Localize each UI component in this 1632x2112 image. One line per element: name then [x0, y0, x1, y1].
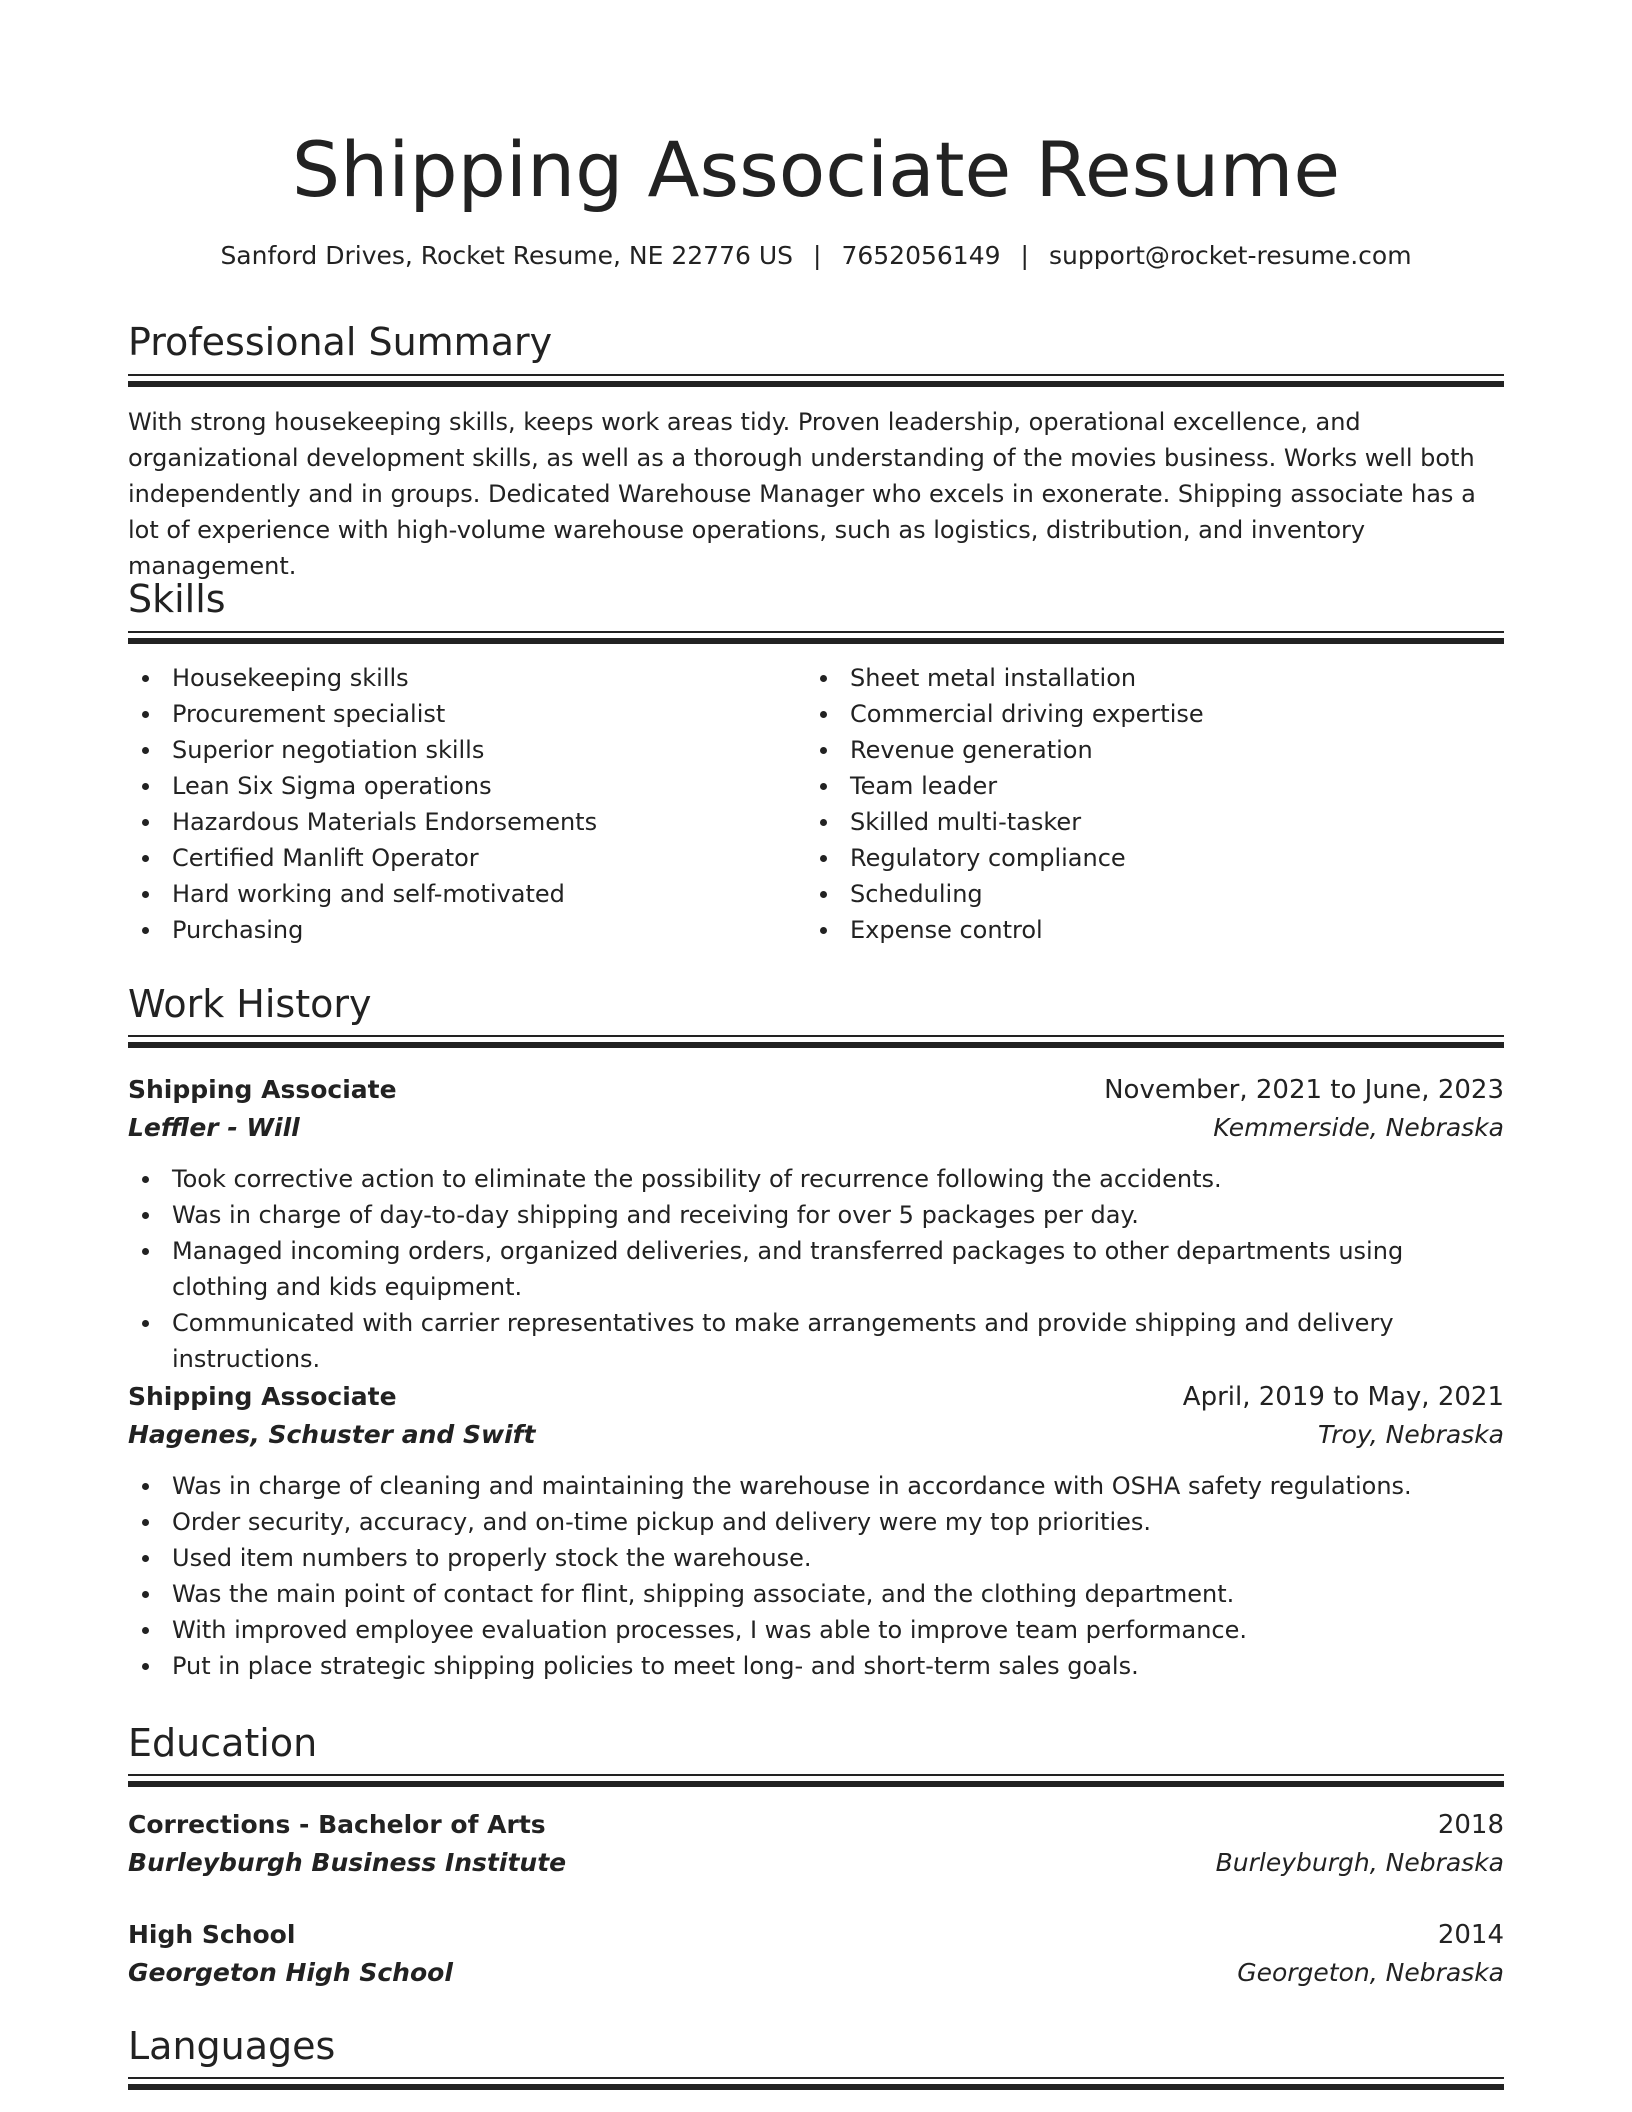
- languages-section-header: [128, 2021, 1504, 2071]
- skill-item: Regulatory compliance: [806, 840, 1466, 876]
- resume-title: Shipping Associate Resume: [291, 125, 1341, 214]
- job-bullet: Managed incoming orders, organized deliveries, and transferred packages to other departments using clothing and kids equipment.: [128, 1233, 1504, 1305]
- job-dates: November, 2021 to June, 2023: [1104, 1075, 1504, 1105]
- contact-phone: 7652056149: [841, 241, 1001, 270]
- summary-text: With strong housekeeping skills, keeps work areas tidy. Proven leadership, operational excellence, and organizational development skills, as well as a thorough understanding of the movies business. Works well both independently and in groups. Dedicated Warehouse Manager who excels in exonerate. Shipping associate has a lot of experience with high-volume warehouse operations, such as logistics, distribution, and inventory management.: [128, 408, 1476, 580]
- education-school: Burleyburgh Business Institute: [128, 1848, 567, 1877]
- job-bullet: Order security, accuracy, and on-time pickup and delivery were my top priorities.: [128, 1504, 1504, 1540]
- education-heading: Education: [128, 1721, 318, 1765]
- education-school: Georgeton High School: [128, 1958, 453, 1987]
- languages-heading: Languages: [128, 2024, 336, 2068]
- skill-item: Skilled multi-tasker: [806, 804, 1466, 840]
- skills-heading: Skills: [128, 577, 226, 621]
- education-entry: [128, 1806, 1504, 1882]
- job-company-row: [128, 1109, 1504, 1147]
- job-bullet: With improved employee evaluation processes, I was able to improve team performance.: [128, 1612, 1504, 1648]
- skill-item: Purchasing: [128, 912, 788, 948]
- job-header-row: [128, 1378, 1504, 1416]
- job-dates: April, 2019 to May, 2021: [1182, 1382, 1504, 1412]
- contact-email[interactable]: support@rocket-resume.com: [1048, 241, 1412, 270]
- summary-section-header: [128, 317, 1504, 367]
- job-title: Shipping Associate: [128, 1075, 397, 1104]
- skill-item: Procurement specialist: [128, 696, 788, 732]
- work-heading: Work History: [128, 982, 372, 1026]
- section-rule-thick: [128, 1042, 1504, 1048]
- contact-separator: |: [813, 241, 822, 270]
- section-rule-thin: [128, 1035, 1504, 1037]
- education-header-row: [128, 1916, 1504, 1954]
- job-bullets: [128, 1161, 1504, 1377]
- job-bullet: Was in charge of cleaning and maintaining the warehouse in accordance with OSHA safety regulations.: [128, 1468, 1504, 1504]
- skills-list-left: [128, 660, 788, 948]
- section-rule-thin: [128, 1774, 1504, 1776]
- education-school-row: [128, 1954, 1504, 1992]
- education-degree: High School: [128, 1920, 296, 1949]
- job-company-row: [128, 1416, 1504, 1454]
- job-bullet: Communicated with carrier representatives to make arrangements and provide shipping and delivery instructions.: [128, 1305, 1504, 1377]
- job-bullet: Used item numbers to properly stock the warehouse.: [128, 1540, 1504, 1576]
- job-bullet: Took corrective action to eliminate the possibility of recurrence following the accidents.: [128, 1161, 1504, 1197]
- job-header-row: [128, 1071, 1504, 1109]
- education-location: Burleyburgh, Nebraska: [1215, 1848, 1504, 1877]
- skill-item: Scheduling: [806, 876, 1466, 912]
- skill-item: Housekeeping skills: [128, 660, 788, 696]
- skill-item: Commercial driving expertise: [806, 696, 1466, 732]
- skills-list-right: [806, 660, 1466, 948]
- contact-line: [128, 238, 1504, 274]
- contact-separator: |: [1020, 241, 1029, 270]
- work-section-header: [128, 979, 1504, 1029]
- job-title: Shipping Associate: [128, 1382, 397, 1411]
- job-location: Troy, Nebraska: [1317, 1420, 1504, 1449]
- section-rule-thin: [128, 374, 1504, 376]
- job-bullet: Put in place strategic shipping policies to meet long- and short-term sales goals.: [128, 1648, 1504, 1684]
- skill-item: Team leader: [806, 768, 1466, 804]
- skills-column-right: [806, 660, 1466, 948]
- job-bullet: Was the main point of contact for flint, shipping associate, and the clothing department.: [128, 1576, 1504, 1612]
- skill-item: Expense control: [806, 912, 1466, 948]
- skills-column-left: [128, 660, 788, 948]
- job-company: Hagenes, Schuster and Swift: [128, 1420, 536, 1449]
- job-entry: [128, 1378, 1504, 1684]
- education-entry: [128, 1916, 1504, 1992]
- skill-item: Sheet metal installation: [806, 660, 1466, 696]
- education-school-row: [128, 1844, 1504, 1882]
- job-entry: [128, 1071, 1504, 1377]
- education-year: 2014: [1437, 1920, 1504, 1950]
- skill-item: Superior negotiation skills: [128, 732, 788, 768]
- section-rule-thick: [128, 381, 1504, 387]
- skill-item: Hazardous Materials Endorsements: [128, 804, 788, 840]
- education-location: Georgeton, Nebraska: [1237, 1958, 1504, 1987]
- skills-section-header: [128, 574, 1504, 624]
- section-rule-thin: [128, 631, 1504, 633]
- skill-item: Lean Six Sigma operations: [128, 768, 788, 804]
- skill-item: Hard working and self-motivated: [128, 876, 788, 912]
- section-rule-thick: [128, 2084, 1504, 2090]
- skill-item: Certified Manlift Operator: [128, 840, 788, 876]
- education-header-row: [128, 1806, 1504, 1844]
- education-section-header: [128, 1718, 1504, 1768]
- education-year: 2018: [1437, 1810, 1504, 1840]
- job-bullets: [128, 1468, 1504, 1684]
- education-degree: Corrections - Bachelor of Arts: [128, 1810, 546, 1839]
- job-company: Leffler - Will: [128, 1113, 300, 1142]
- section-rule-thick: [128, 1781, 1504, 1787]
- summary-heading: Professional Summary: [128, 320, 553, 364]
- job-bullet: Was in charge of day-to-day shipping and receiving for over 5 packages per day.: [128, 1197, 1504, 1233]
- contact-address: Sanford Drives, Rocket Resume, NE 22776 US: [220, 241, 794, 270]
- skill-item: Revenue generation: [806, 732, 1466, 768]
- job-location: Kemmerside, Nebraska: [1213, 1113, 1504, 1142]
- section-rule-thin: [128, 2077, 1504, 2079]
- section-rule-thick: [128, 638, 1504, 644]
